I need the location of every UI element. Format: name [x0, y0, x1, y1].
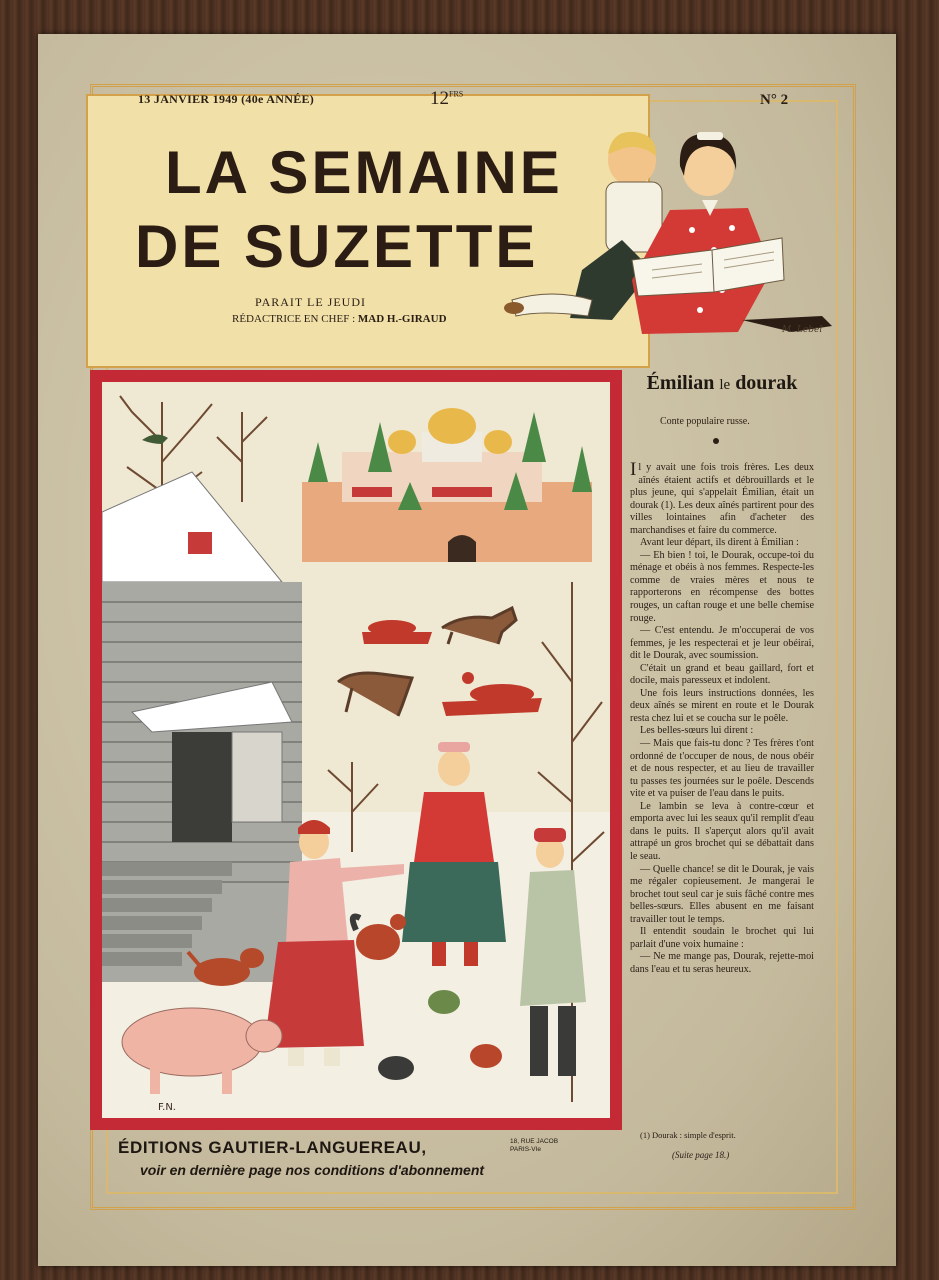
story-paragraph: Il y avait une fois trois frères. Les deux aînés étaient actifs et débrouillards et le plus jeune, qui s'appelait Émilian, était un dourak (1). Les deux aînés partirent pour des villes lointaines afin d'acheter des marchandises et faire du commerce.: [630, 459, 814, 536]
story-text: [630, 459, 814, 976]
story-paragraph: Les belles-sœurs lui dirent :: [640, 725, 754, 737]
artist-signature: F.N.: [158, 1102, 176, 1113]
log-cabin: [102, 472, 302, 982]
title-line-2: DE SUZETTE: [135, 213, 539, 280]
price: $12^{FRS}$: [430, 88, 464, 109]
editor-line: RÉDACTRICE EN CHEF : MAD H.-GIRAUD: [232, 313, 447, 325]
main-illustration-frame: [90, 370, 622, 1130]
continued-note: (Suite page 18.): [672, 1150, 730, 1160]
ornament-dot: [713, 438, 719, 444]
footnote: (1) Dourak : simple d'esprit.: [640, 1130, 736, 1140]
story-paragraph: — Ne me mange pas, Dourak, rejette-moi dans l'eau et tu seras heureux.: [630, 951, 814, 975]
kremlin-castle: [302, 408, 592, 562]
story-title: Émilian le dourak: [646, 372, 798, 394]
publisher-name: ÉDITIONS GAUTIER-LANGUEREAU,: [118, 1138, 427, 1157]
story-paragraph: Il entendit soudain le brochet qui lui parlait d'une voix humaine :: [630, 926, 814, 950]
story-paragraph: — C'est entendu. Je m'occuperai de vos femmes, je les respecterai et je leur obéirai, dit le Dourak, avec soumission.: [630, 625, 814, 662]
horse-sled-lower: [338, 672, 542, 716]
illustrator-signature: M. Lebel: [782, 325, 823, 335]
hen-black: [378, 1056, 414, 1080]
hen-green: [428, 990, 460, 1014]
story-paragraph: Avant leur départ, ils dirent à Émilian :: [640, 537, 799, 549]
story-paragraph: C'était un grand et beau gaillard, fort et docile, mais paresseux et indolent.: [630, 662, 814, 687]
issue-number: N° 2: [760, 92, 789, 108]
issue-date: 13 JANVIER 1949 (40e ANNÉE): [138, 92, 315, 106]
story-paragraph: — Quelle chance! se dit le Dourak, je vais me régaler copieusement. Je mangerai le brochet tout seul car je suis fâché contre mes belles-sœurs. Elles abusent en me faisant travailler tout le temps.: [630, 863, 814, 925]
drop-cap: I: [630, 459, 637, 480]
children-reading-illustration: [492, 120, 842, 350]
girl-figure: [632, 132, 832, 334]
bird-top: [142, 434, 168, 444]
horse-sled-upper: [362, 608, 516, 644]
story-paragraph: Le lambin se leva à contre-cœur et emporta avec lui les seaux qu'il remplit d'eau dans le puits. Il s'aperçut alors qu'il avait attrapé un gros brochet qui se débattait dans le seau.: [630, 800, 814, 862]
hen-red: [470, 1044, 502, 1068]
publication-frequency: PARAIT LE JEUDI: [255, 295, 367, 309]
story-paragraph: — Mais que fais-tu donc ? Tes frères t'ont ordonné de t'occuper de nous, de nous obéir et de nous respecter, et au lieu de travailler tu passes tes journées sur le poêle. Descends vite et va puiser de l'eau dans le puits.: [630, 738, 814, 800]
woman-standing: [402, 742, 506, 966]
story-paragraph: Une fois leurs instructions données, les deux aînés se mirent en route et le Dourak resta chez lui et se coucha sur le poêle.: [630, 687, 814, 724]
story-subtitle: Conte populaire russe.: [660, 416, 750, 427]
publisher-address: 18, RUE JACOB PARIS-VIe: [510, 1138, 559, 1153]
story-paragraph: — Eh bien ! toi, le Dourak, occupe-toi du ménage et obéis à nos femmes. Respecte-les comme de vraies mères et nous te rapporterons en récompense des bottes rouges, un caftan rouge et une belle chemise rouge.: [630, 549, 814, 624]
title-line-1: LA SEMAINE: [165, 139, 563, 206]
subscription-note: voir en dernière page nos conditions d'abonnement: [140, 1162, 485, 1178]
winter-village-scene: [102, 382, 610, 1118]
